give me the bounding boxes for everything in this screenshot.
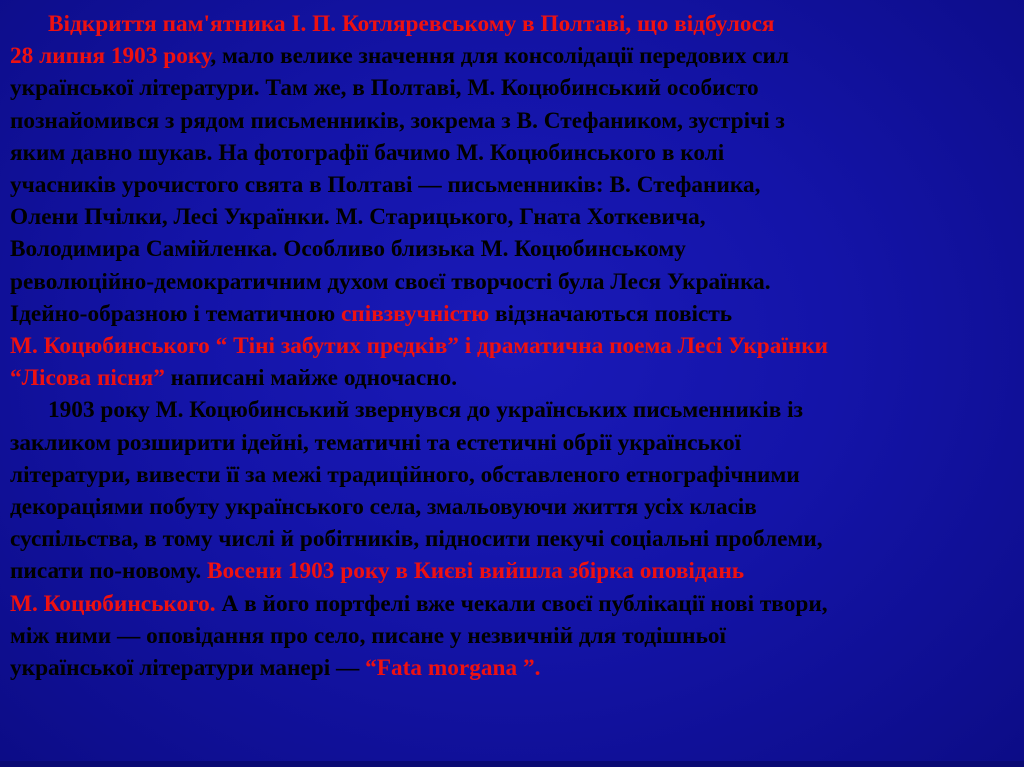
p2-line-4: декораціями побуту українського села, змальовуючи життя усіх класів [10,494,757,521]
p1-line-12-title: “Лісова пісня” [10,365,165,392]
p2-line-9-start: української літератури манері — [10,655,366,682]
p2-line-2: закликом розширити ідейні, тематичні та естетичні обрії української [10,429,742,456]
p1-line-9: революційно-демократичним духом своєї творчості була Леся Українка. [10,268,771,295]
p1-line-7: Олени Пчілки, Лесі Українки. М. Старицького, Гната Хоткевича, [10,204,706,231]
p2-line-9 [10,652,1018,684]
p1-line-10 [10,298,1018,330]
p1-line-1: Відкриття пам'ятника І. П. Котляревському в Полтаві, що відбулося [48,11,775,37]
p2-line-5: суспільства, в тому числі й робітників, підносити пекучі соціальні проблеми, [10,526,823,553]
p2-line-3: літератури, вивести її за межі традиційного, обставленого етнографічними [10,461,800,488]
p1-line-10-highlight: співзвучністю [340,300,490,327]
p2-line-1: 1903 року М. Коцюбинський звернувся до українських письменників із [48,397,803,424]
p1-line-10-start: Ідейно-образною і тематичною [10,300,341,327]
p2-line-6 [10,555,1018,587]
p2-line-6-start: писати по-новому. [10,558,207,585]
p1-line-12 [10,362,1018,394]
p2-line-7-rest: А в його портфелі вже чекали своєї публікації нові твори, [215,590,828,617]
p1-line-2-date: 28 липня 1903 року [10,43,211,70]
p2-line-7-highlight: М. Коцюбинського. [10,590,216,617]
p1-line-8: Володимира Самійленка. Особливо близька М. Коцюбинському [10,236,686,263]
p1-line-3: української літератури. Там же, в Полтаві, М. Коцюбинський особисто [10,75,759,102]
bottom-bar [0,761,1024,767]
p2-line-7 [10,588,1018,620]
p2-line-9-title: “Fata morgana ”. [365,655,541,682]
slide-text [10,8,1018,684]
p1-line-12-rest: написані майже одночасно. [164,365,458,392]
p1-line-4: познайомився з рядом письменників, зокрема з В. Стефаником, зустрічі з [10,107,785,134]
p1-line-6: учасників урочистого свята в Полтаві — письменників: В. Стефаника, [10,172,761,199]
p2-line-8: між ними — оповідання про село, писане у незвичній для тодішньої [10,622,727,649]
p2-line-6-highlight: Восени 1903 року в Києві вийшла збірка оповідань [207,558,745,585]
p1-line-5: яким давно шукав. На фотографії бачимо М. Коцюбинського в колі [10,139,725,166]
p1-line-10-end: відзначаються повість [489,300,733,327]
p1-line-2 [10,40,1018,72]
p1-line-11: М. Коцюбинського “ Тіні забутих предків” і драматична поема Лесі Українки [10,333,829,360]
p1-line-2-rest: , мало велике значення для консолідації передових сил [210,43,789,70]
